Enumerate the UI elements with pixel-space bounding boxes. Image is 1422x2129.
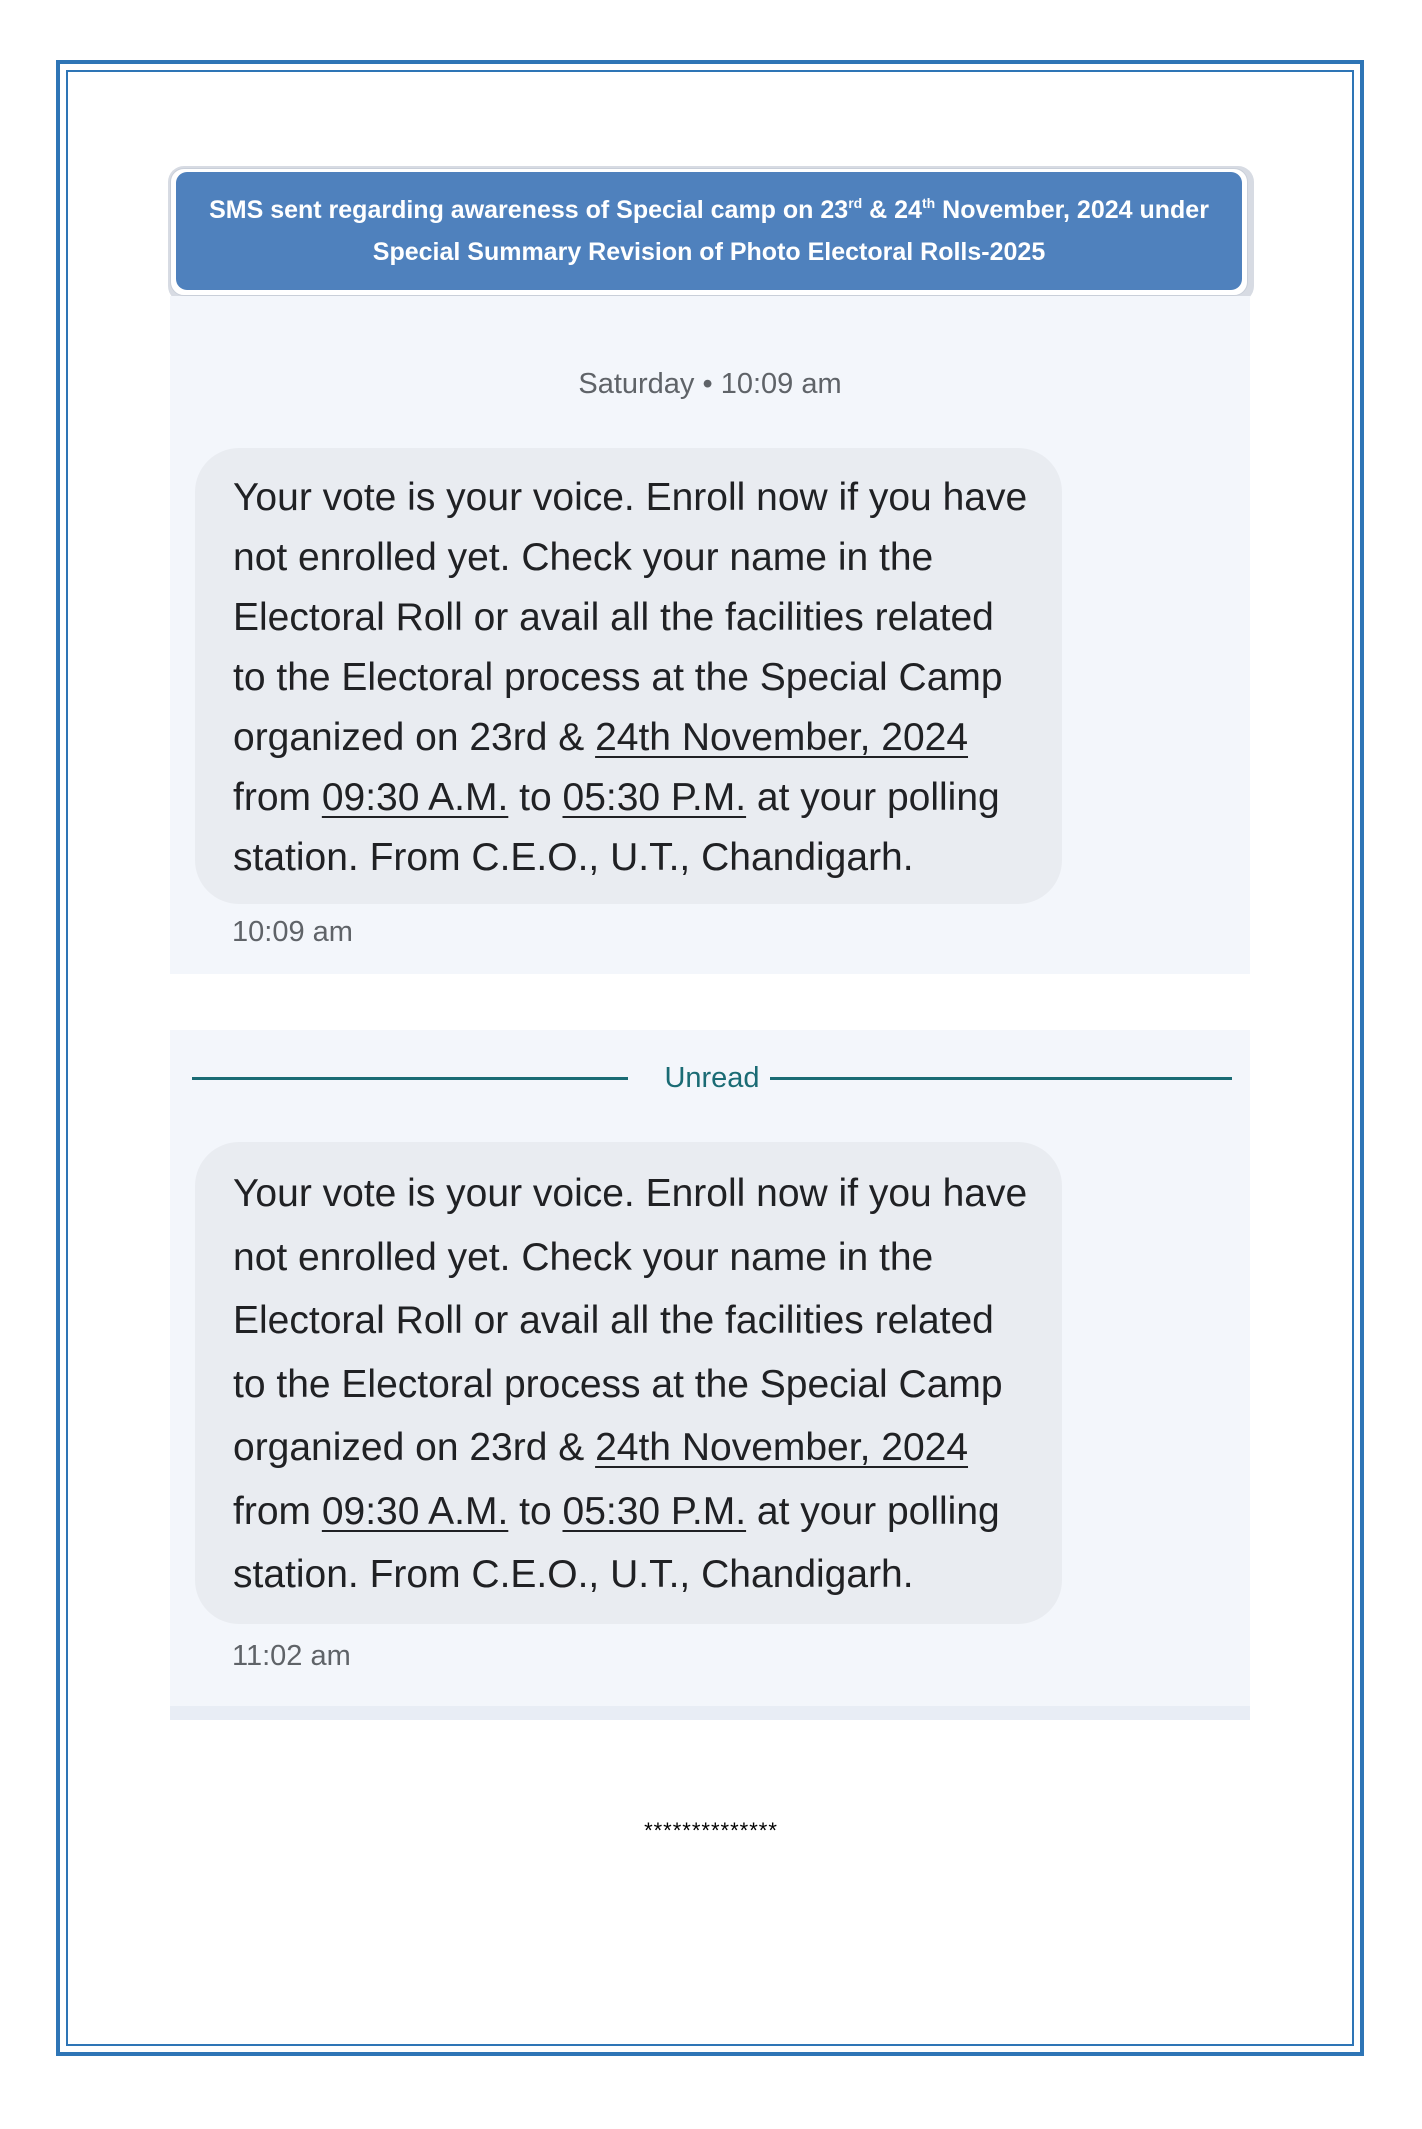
- time-link-end[interactable]: 05:30 P.M.: [562, 776, 747, 819]
- message-text: organized on 23rd &: [233, 1426, 596, 1469]
- banner-text: & 24: [862, 196, 922, 224]
- message-line: Your vote is your voice. Enroll now if you have: [233, 1172, 1028, 1215]
- message-time: 10:09 am: [232, 916, 353, 948]
- message-text: from: [233, 1489, 322, 1533]
- message-line: not enrolled yet. Check your name in the: [233, 536, 934, 579]
- message-line: station. From C.E.O., U.T., Chandigarh.: [233, 1553, 914, 1596]
- message-text: to: [508, 776, 563, 819]
- message-text: at your polling: [746, 776, 1000, 819]
- panel-bottom-edge: [170, 1706, 1250, 1720]
- unread-divider: [192, 1058, 1232, 1098]
- message-line: to the Electoral process at the Special Camp: [233, 656, 1003, 699]
- message-text: to: [508, 1489, 563, 1533]
- unread-label: Unread: [664, 1062, 760, 1094]
- date-link[interactable]: 24th November, 2024: [595, 716, 969, 759]
- end-of-document-mark: **************: [644, 1818, 778, 1843]
- sms-screenshot-1: [170, 296, 1250, 974]
- banner-line-2: Special Summary Revision of Photo Electoral Rolls-2025: [372, 238, 1046, 266]
- banner-text: November, 2024 under: [935, 196, 1209, 224]
- message-bubble[interactable]: [195, 1142, 1062, 1624]
- message-line: [233, 708, 1032, 768]
- message-line: not enrolled yet. Check your name in the: [233, 1235, 934, 1279]
- message-line: Electoral Roll or avail all the facilities related: [233, 596, 994, 639]
- date-link[interactable]: 24th November, 2024: [595, 1426, 969, 1469]
- banner-superscript: rd: [848, 195, 863, 211]
- message-line: Electoral Roll or avail all the facilities related: [233, 1299, 994, 1342]
- message-text: organized on 23rd &: [233, 716, 596, 759]
- banner-text: SMS sent regarding awareness of Special camp on 23: [209, 196, 849, 224]
- time-link-end[interactable]: 05:30 P.M.: [562, 1489, 747, 1533]
- message-text: at your polling: [746, 1489, 1000, 1533]
- message-line: [233, 1416, 1032, 1480]
- message-time: 11:02 am: [232, 1640, 351, 1672]
- day-timestamp: Saturday • 10:09 am: [578, 368, 842, 400]
- sms-screenshot-2: [170, 1030, 1250, 1720]
- page-title-banner: [176, 172, 1242, 290]
- message-text: from: [233, 776, 322, 819]
- message-line: station. From C.E.O., U.T., Chandigarh.: [233, 836, 914, 879]
- time-link-start[interactable]: 09:30 A.M.: [321, 776, 509, 819]
- message-line: [233, 768, 1032, 828]
- time-link-start[interactable]: 09:30 A.M.: [321, 1489, 509, 1533]
- message-line: [233, 1480, 1032, 1544]
- message-line: to the Electoral process at the Special Camp: [233, 1362, 1003, 1406]
- message-bubble[interactable]: [195, 448, 1062, 904]
- banner-superscript: th: [921, 195, 936, 211]
- unread-divider-line: [770, 1077, 1232, 1080]
- banner-line-1: [176, 189, 1242, 231]
- message-line: Your vote is your voice. Enroll now if you have: [233, 476, 1028, 519]
